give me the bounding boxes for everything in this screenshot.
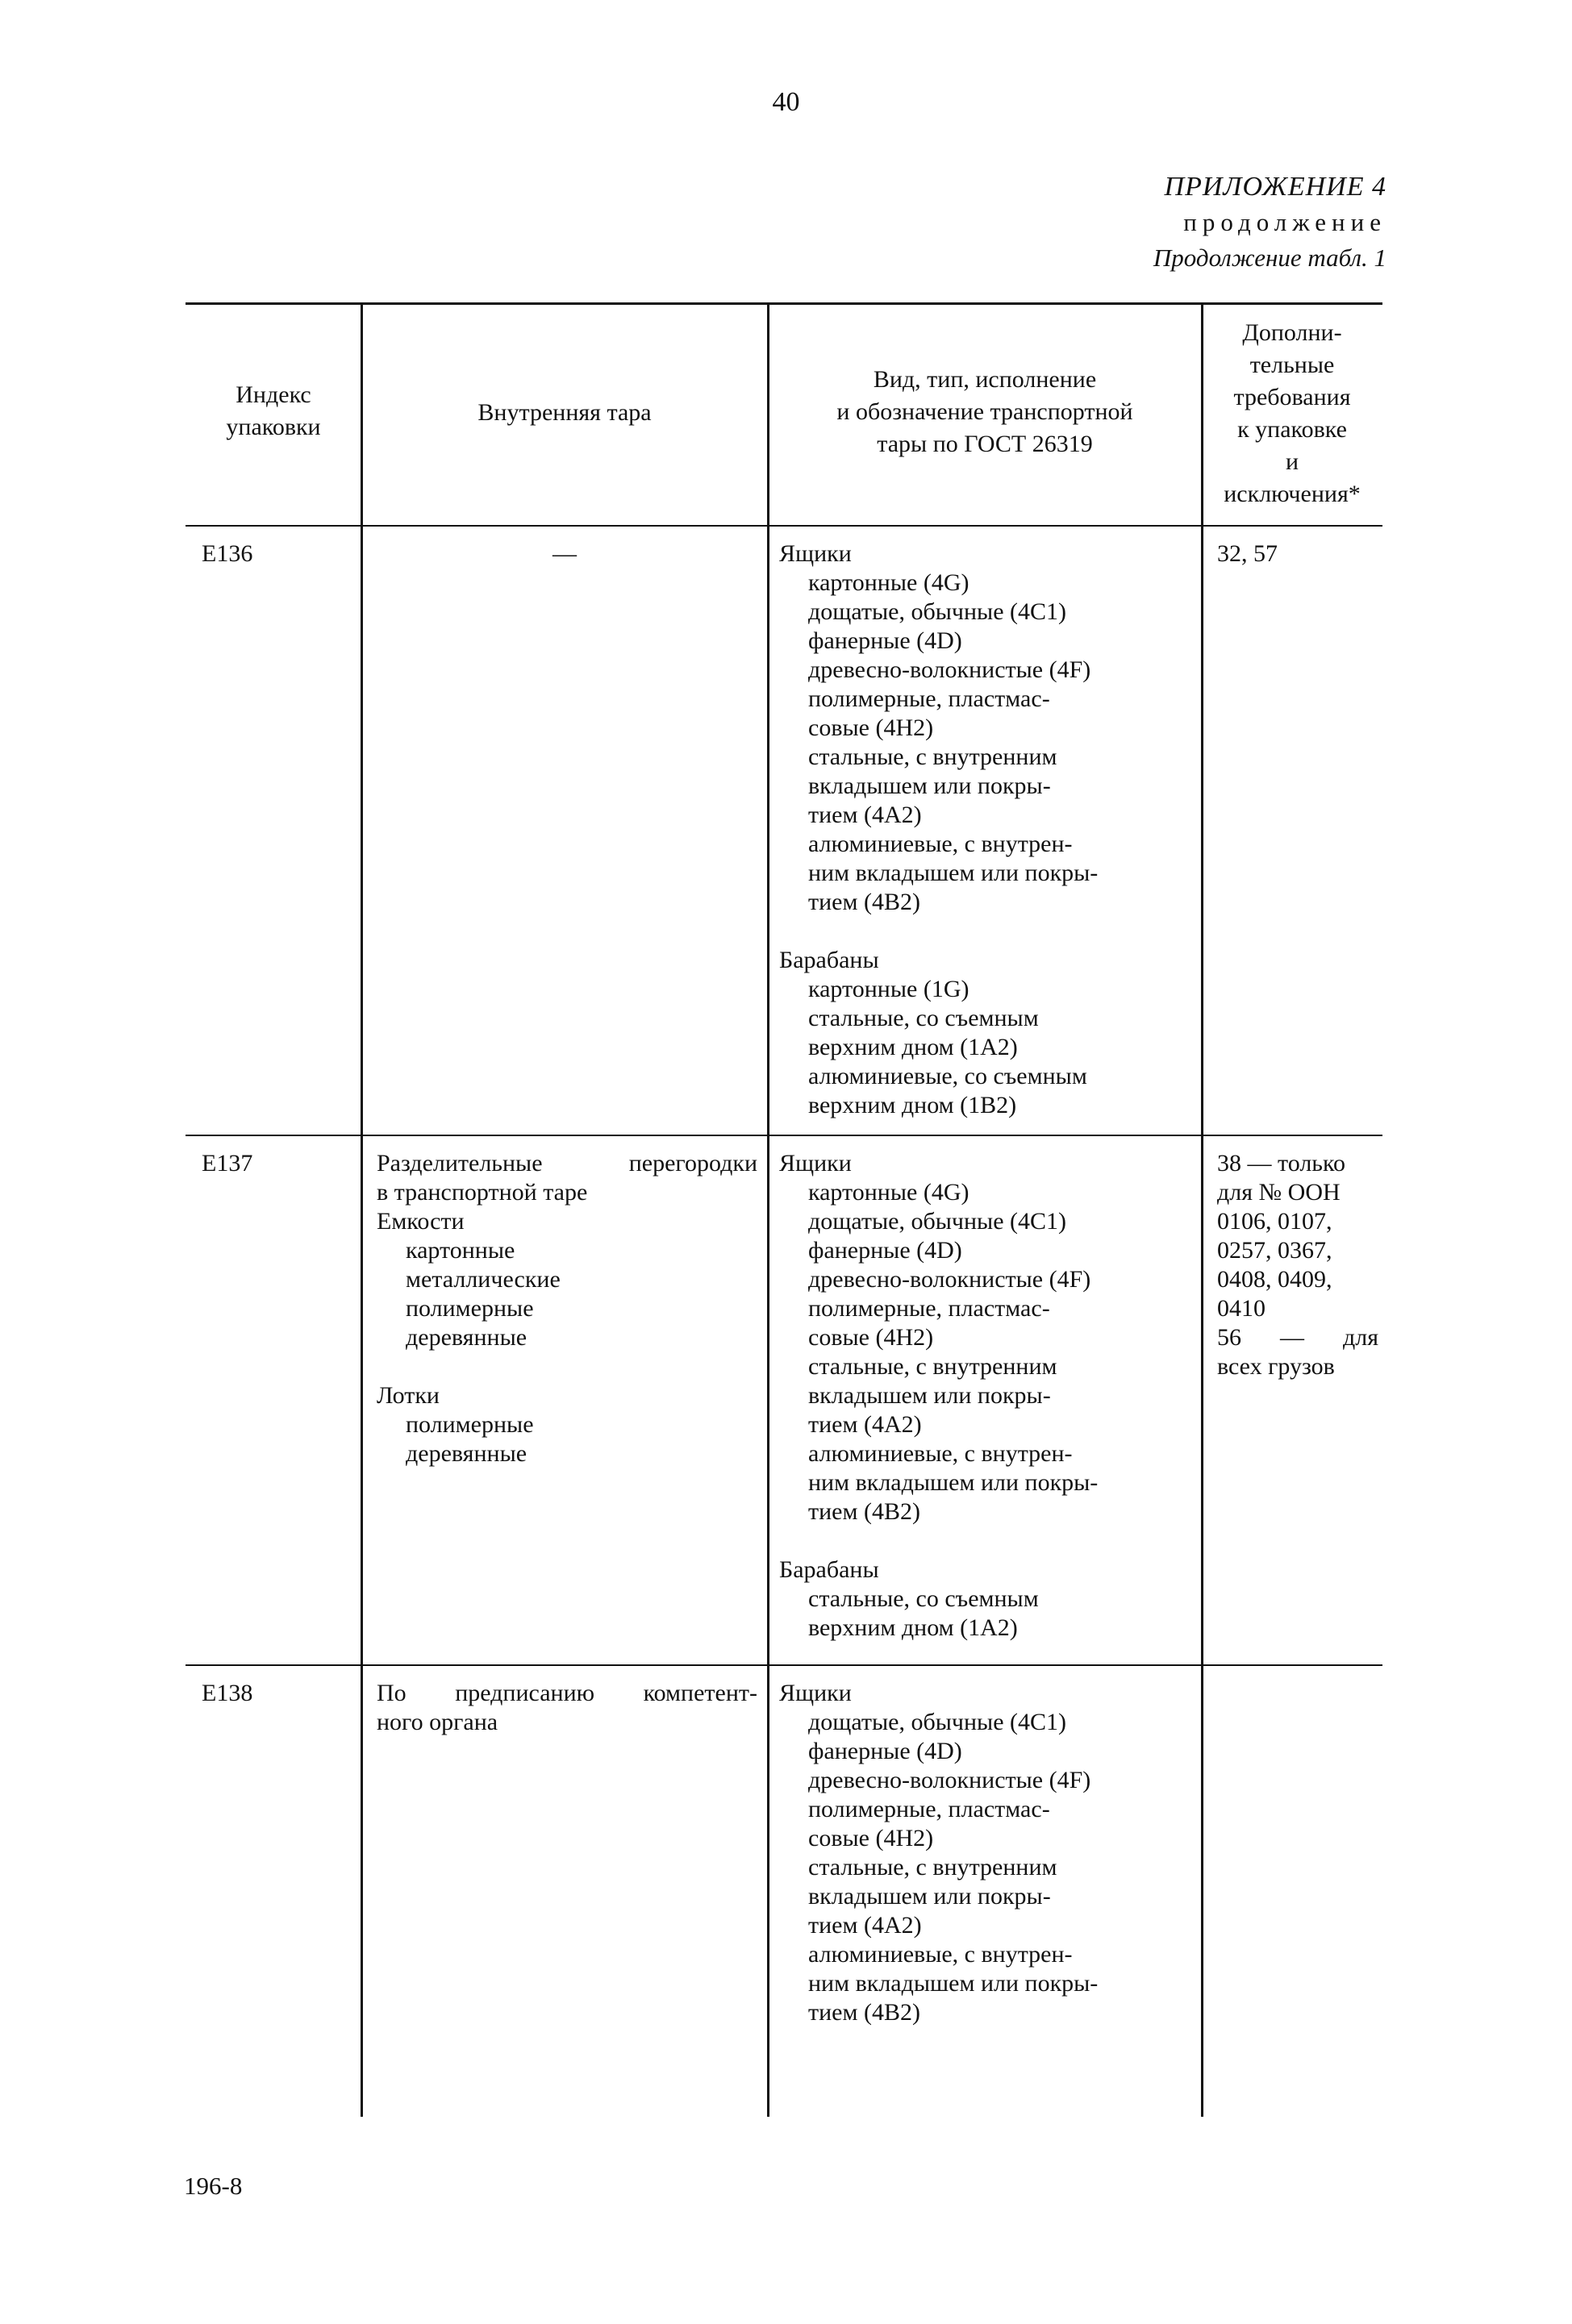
inner-line: ного органа xyxy=(377,1709,498,1735)
list-item: алюминиевые, с внутрен- xyxy=(808,831,1073,857)
group-title-drums: Барабаны xyxy=(779,1556,879,1583)
header-index-line: упаковки xyxy=(226,414,321,440)
list-item: стальные, со съемным xyxy=(808,1005,1039,1031)
list-item: полимерные, пластмас- xyxy=(808,1796,1050,1822)
list-item: полимерные, пластмас- xyxy=(808,685,1050,712)
extra-line: 0106, 0107, xyxy=(1217,1208,1332,1235)
header-extra-line: к упаковке xyxy=(1237,416,1347,443)
list-item: вкладышем или покры- xyxy=(808,1883,1051,1910)
group-title-boxes: Ящики xyxy=(779,1150,852,1177)
transport-packaging-cell xyxy=(779,539,1199,1120)
header-inner-packaging: Внутренняя тара xyxy=(477,399,652,426)
list-item: картонные (4G) xyxy=(808,1179,969,1206)
extra-line: для № ООН xyxy=(1217,1179,1341,1206)
list-item: тием (4А2) xyxy=(808,1411,922,1438)
column-divider xyxy=(1201,302,1203,2117)
list-item: стальные, с внутренним xyxy=(808,1353,1057,1380)
column-divider xyxy=(361,302,363,2117)
inner-packaging-dash: — xyxy=(552,540,577,567)
row-index: Е137 xyxy=(202,1150,253,1177)
list-item: стальные, с внутренним xyxy=(808,1854,1057,1880)
list-item: металлические xyxy=(406,1266,561,1293)
group-title-boxes: Ящики xyxy=(779,1680,852,1706)
extra-line: 56 — для xyxy=(1217,1324,1378,1351)
row-index: Е138 xyxy=(202,1680,253,1706)
list-item: тием (4В2) xyxy=(808,889,920,915)
list-item: фанерные (4D) xyxy=(808,627,962,654)
inner-packaging-cell xyxy=(377,1679,757,1737)
transport-packaging-cell xyxy=(779,1679,1199,2027)
list-item: верхним дном (1В2) xyxy=(808,1092,1017,1118)
list-item: тием (4В2) xyxy=(808,1999,920,2026)
appendix-continuation: продолжение xyxy=(1183,208,1386,236)
group-title-boxes: Ящики xyxy=(779,540,852,567)
list-item: стальные, со съемным xyxy=(808,1585,1039,1612)
list-item: древесно-волокнистые (4F) xyxy=(808,1767,1091,1793)
list-item: деревянные xyxy=(406,1324,527,1351)
list-item: вкладышем или покры- xyxy=(808,773,1051,799)
list-item: тием (4В2) xyxy=(808,1498,920,1525)
list-item: вкладышем или покры- xyxy=(808,1382,1051,1409)
row-index: Е136 xyxy=(202,540,253,567)
header-extra-line: исключения* xyxy=(1224,481,1361,507)
list-item: ним вкладышем или покры- xyxy=(808,860,1099,886)
header-extra-line: требования xyxy=(1233,384,1351,410)
header-transport-line: и обозначение транспортной xyxy=(836,398,1133,425)
footer-code: 196-8 xyxy=(184,2172,243,2200)
header-extra-requirements xyxy=(1205,317,1379,510)
group-title-drums: Барабаны xyxy=(779,947,879,973)
header-extra-line: и xyxy=(1285,448,1299,475)
list-item: картонные (1G) xyxy=(808,976,969,1002)
column-divider xyxy=(767,302,769,2117)
inner-packaging-cell xyxy=(377,1149,757,1468)
header-transport-line: Вид, тип, исполнение xyxy=(873,366,1097,393)
appendix-title: ПРИЛОЖЕНИЕ 4 xyxy=(1164,172,1386,202)
list-item: тием (4А2) xyxy=(808,1912,922,1939)
header-index-line: Индекс xyxy=(236,381,311,408)
extra-requirements-cell xyxy=(1217,539,1278,569)
list-item: полимерные, пластмас- xyxy=(808,1295,1050,1322)
list-item: алюминиевые, со съемным xyxy=(808,1063,1087,1089)
list-item: полимерные xyxy=(406,1411,534,1438)
inner-line: Разделительные перегородки xyxy=(377,1150,757,1177)
list-item: фанерные (4D) xyxy=(808,1738,962,1764)
list-item: картонные (4G) xyxy=(808,569,969,596)
list-item: древесно-волокнистые (4F) xyxy=(808,1266,1091,1293)
list-item: совые (4Н2) xyxy=(808,714,934,741)
extra-line: 0408, 0409, xyxy=(1217,1266,1332,1293)
list-item: верхним дном (1А2) xyxy=(808,1034,1018,1060)
list-item: ним вкладышем или покры- xyxy=(808,1970,1099,1997)
extra-line: 38 — только xyxy=(1217,1150,1346,1177)
list-item: полимерные xyxy=(406,1295,534,1322)
page-number: 40 xyxy=(772,87,800,117)
extra-line: всех грузов xyxy=(1217,1353,1335,1380)
list-item: совые (4Н2) xyxy=(808,1324,934,1351)
inner-line: в транспортной таре xyxy=(377,1179,588,1206)
table-continuation-note: Продолжение табл. 1 xyxy=(1153,244,1386,272)
header-transport-packaging xyxy=(771,364,1199,460)
extra-line: 0410 xyxy=(1217,1295,1266,1322)
list-item: деревянные xyxy=(406,1440,527,1467)
list-item: древесно-волокнистые (4F) xyxy=(808,656,1091,683)
list-item: тием (4А2) xyxy=(808,802,922,828)
list-item: картонные xyxy=(406,1237,515,1264)
group-title-containers: Емкости xyxy=(377,1208,465,1235)
list-item: алюминиевые, с внутрен- xyxy=(808,1941,1073,1968)
list-item: алюминиевые, с внутрен- xyxy=(808,1440,1073,1467)
appendix-heading xyxy=(1153,169,1386,276)
list-item: фанерные (4D) xyxy=(808,1237,962,1264)
list-item: стальные, с внутренним xyxy=(808,743,1057,770)
list-item: дощатые, обычные (4С1) xyxy=(808,1208,1067,1235)
extra-requirements-cell xyxy=(1217,1149,1378,1381)
group-title-trays: Лотки xyxy=(377,1382,440,1409)
header-transport-line: тары по ГОСТ 26319 xyxy=(877,431,1093,457)
list-item: дощатые, обычные (4С1) xyxy=(808,1709,1067,1735)
header-extra-line: Дополни- xyxy=(1242,319,1342,346)
header-index xyxy=(190,379,357,444)
header-extra-line: тельные xyxy=(1249,352,1335,378)
transport-packaging-cell xyxy=(779,1149,1199,1643)
list-item: верхним дном (1А2) xyxy=(808,1614,1018,1641)
extra-line: 0257, 0367, xyxy=(1217,1237,1332,1264)
list-item: дощатые, обычные (4С1) xyxy=(808,598,1067,625)
list-item: ним вкладышем или покры- xyxy=(808,1469,1099,1496)
inner-line: По предписанию компетент- xyxy=(377,1680,757,1706)
extra-line: 32, 57 xyxy=(1217,540,1278,567)
list-item: совые (4Н2) xyxy=(808,1825,934,1851)
